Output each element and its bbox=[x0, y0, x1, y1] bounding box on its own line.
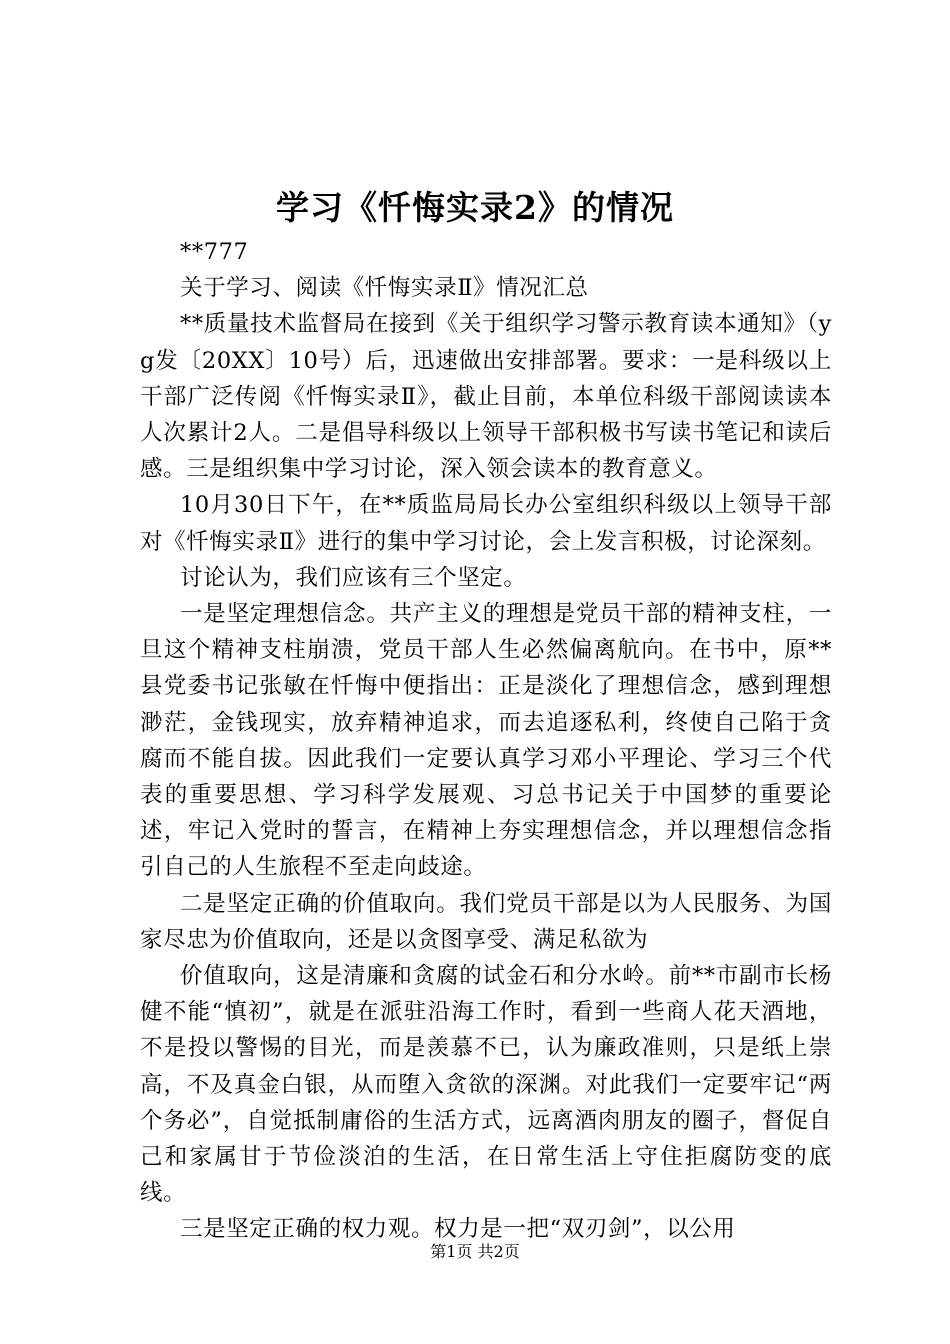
document-title: 学习《忏悔实录2》的情况 bbox=[276, 188, 674, 227]
body-paragraph: 三是坚定正确的权力观。权力是一把“双刃剑”，以公用 bbox=[180, 1216, 736, 1243]
body-paragraph: 价值取向，这是清廉和贪腐的试金石和分水岭。前**市副市长杨健不能“慎初”，就是在派驻沿海工作时，看到一些商人花天酒地，不是投以警惕的目光，而是羡慕不已，认为廉政准则，只是纸上崇高，不及真金白银，从而堕入贪欲的深渊。对此我们一定要牢记“两个务必”，自觉抵制庸俗的生活方式，远离酒肉朋友的圈子，督促自己和家属甘于节俭淡泊的生活，在日常生活上守住拒腐防变的底线。 bbox=[140, 963, 832, 1207]
page-number-footer: 第1页 共2页 bbox=[430, 1242, 520, 1261]
body-paragraph: 10月30日下午，在**质监局局长办公室组织科级以上领导干部对《忏悔实录Ⅱ》进行的集中学习讨论，会上发言积极，讨论深刻。 bbox=[140, 492, 832, 555]
document-body bbox=[140, 234, 832, 1248]
body-paragraph: 二是坚定正确的价值取向。我们党员干部是以为人民服务、为国家尽忠为价值取向，还是以贪图享受、满足私欲为 bbox=[140, 890, 832, 953]
subtitle-paragraph: 关于学习、阅读《忏悔实录Ⅱ》情况汇总 bbox=[180, 275, 589, 302]
author-line: **777 bbox=[180, 239, 249, 265]
body-paragraph: 讨论认为，我们应该有三个坚定。 bbox=[180, 564, 527, 591]
body-paragraph: 一是坚定理想信念。共产主义的理想是党员干部的精神支柱，一旦这个精神支柱崩溃，党员干部人生必然偏离航向。在书中，原**县党委书记张敏在忏悔中便指出：正是淡化了理想信念，感到理想渺茫，金钱现实，放弃精神追求，而去追逐私利，终使自己陷于贪腐而不能自拔。因此我们一定要认真学习邓小平理论、学习三个代表的重要思想、学习科学发展观、习总书记关于中国梦的重要论述，牢记入党时的誓言，在精神上夯实理想信念，并以理想信念指引自己的人生旅程不至走向歧途。 bbox=[140, 601, 832, 881]
body-paragraph: **质量技术监督局在接到《关于组织学习警示教育读本通知》（yg发〔20XX〕10号）后，迅速做出安排部署。要求：一是科级以上干部广泛传阅《忏悔实录Ⅱ》，截止目前，本单位科级干部阅读读本人次累计2人。二是倡导科级以上领导干部积极书写读书笔记和读后感。三是组织集中学习讨论，深入领会读本的教育意义。 bbox=[140, 311, 832, 483]
